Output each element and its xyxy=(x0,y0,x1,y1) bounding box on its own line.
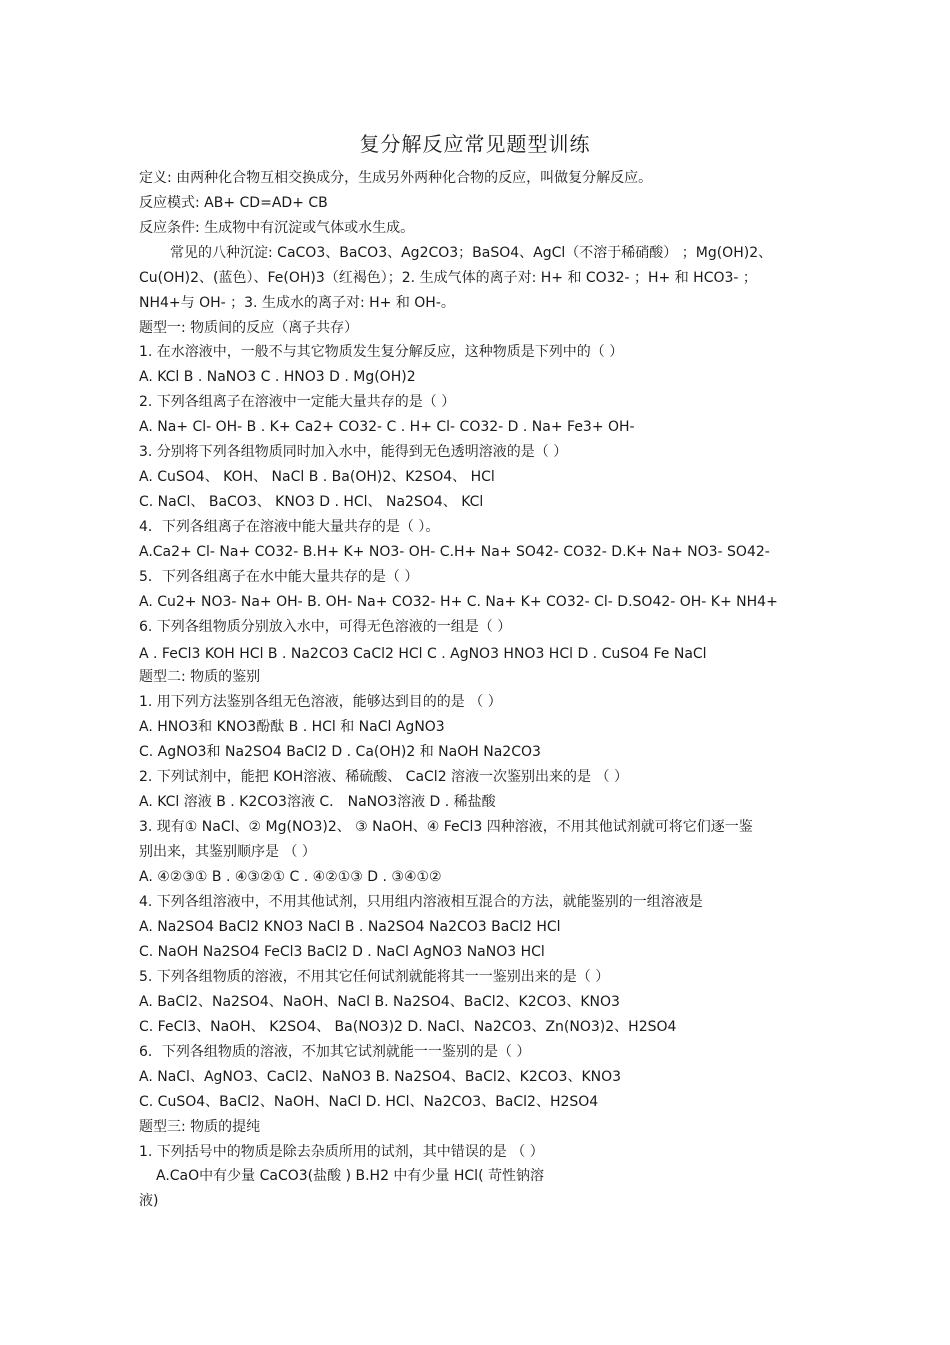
question-text: 1. 下列括号中的物质是除去杂质所用的试剂，其中错误的是 （ ） xyxy=(139,1144,544,1160)
water-ion-pairs-line: NH4+与 OH- ；3. 生成水的离子对: H+ 和 OH-。 xyxy=(139,295,455,311)
answer-options: A.CaO中有少量 CaCO3(盐酸 ) B.H2 中有少量 HCl( 苛性钠溶 xyxy=(156,1168,544,1184)
question-text: 别出来，其鉴别顺序是 （ ） xyxy=(139,844,316,860)
question-text: 4．下列各组离子在溶液中能大量共存的是（ ）。 xyxy=(139,519,440,535)
question-text: 6．下列各组物质的溶液，不加其它试剂就能一一鉴别的是（ ） xyxy=(139,1044,531,1060)
answer-options: A. ④②③① B . ④③②① C . ④②①③ D . ③④①② xyxy=(139,869,442,885)
section-heading: 题型一: 物质间的反应（离子共存） xyxy=(139,320,359,336)
answer-options: A . FeCl3 KOH HCl B . Na2CO3 CaCl2 HCl C . AgNO3 HNO3 HCl D . CuSO4 Fe NaCl xyxy=(139,646,707,662)
answer-options: A. CuSO4、 KOH、 NaCl B . Ba(OH)2、K2SO4、 HCl xyxy=(139,469,495,485)
answer-options: C. AgNO3和 Na2SO4 BaCl2 D . Ca(OH)2 和 NaOH Na2CO3 xyxy=(139,744,541,760)
question-text: 3. 分别将下列各组物质同时加入水中，能得到无色透明溶液的是（ ） xyxy=(139,444,568,460)
answer-options: A. Cu2+ NO3- Na+ OH- B. OH- Na+ CO32- H+ C. Na+ K+ CO32- Cl- D.SO42- OH- K+ NH4+ xyxy=(139,594,778,610)
question-text: 1. 用下列方法鉴别各组无色溶液，能够达到目的的是 （ ） xyxy=(139,694,502,710)
answer-options: A. NaCl、AgNO3、CaCl2、NaNO3 B. Na2SO4、BaCl2、K2CO3、KNO3 xyxy=(139,1069,622,1085)
answer-options: A. Na2SO4 BaCl2 KNO3 NaCl B . Na2SO4 Na2CO3 BaCl2 HCl xyxy=(139,919,561,935)
reaction-condition-line: 反应条件: 生成物中有沉淀或气体或水生成。 xyxy=(139,220,415,236)
gas-ion-pairs-line: Cu(OH)2、(蓝色）、Fe(OH)3（红褐色）；2. 生成气体的离子对: H+ 和 CO32- ；H+ 和 HCO3- ； xyxy=(139,270,757,286)
answer-options: C. FeCl3、NaOH、 K2SO4、 Ba(NO3)2 D. NaCl、Na2CO3、Zn(NO3)2、H2SO4 xyxy=(139,1019,677,1035)
question-text: 2. 下列各组离子在溶液中一定能大量共存的是（ ） xyxy=(139,394,456,410)
answer-options: C. NaCl、 BaCO3、 KNO3 D . HCl、 Na2SO4、 KCl xyxy=(139,494,484,510)
question-text: 6. 下列各组物质分别放入水中，可得无色溶液的一组是（ ） xyxy=(139,619,512,635)
question-text: 5．下列各组离子在水中能大量共存的是（ ） xyxy=(139,569,419,585)
answer-options: C. NaOH Na2SO4 FeCl3 BaCl2 D . NaCl AgNO3 NaNO3 HCl xyxy=(139,944,545,960)
answer-options: A.Ca2+ Cl- Na+ CO32- B.H+ K+ NO3- OH- C.H+ Na+ SO42- CO32- D.K+ Na+ NO3- SO42- xyxy=(139,544,770,560)
answer-options: A. KCl 溶液 B . K2CO3溶液 C． NaNO3溶液 D . 稀盐酸 xyxy=(139,794,496,810)
page-title: 复分解反应常见题型训练 xyxy=(359,132,591,156)
definition-line: 定义: 由两种化合物互相交换成分，生成另外两种化合物的反应，叫做复分解反应。 xyxy=(139,170,653,186)
answer-options: 液) xyxy=(139,1193,159,1209)
question-text: 1. 在水溶液中，一般不与其它物质发生复分解反应，这种物质是下列中的（ ） xyxy=(139,344,624,360)
section-heading: 题型二: 物质的鉴别 xyxy=(139,669,261,685)
question-text: 2. 下列试剂中，能把 KOH溶液、稀硫酸、 CaCl2 溶液一次鉴别出来的是 （ ） xyxy=(139,769,628,785)
answer-options: A. KCl B . NaNO3 C . HNO3 D . Mg(OH)2 xyxy=(139,369,416,385)
answer-options: A. Na+ Cl- OH- B . K+ Ca2+ CO32- C . H+ Cl- CO32- D . Na+ Fe3+ OH- xyxy=(139,419,635,435)
question-text: 5. 下列各组物质的溶液，不用其它任何试剂就能将其一一鉴别出来的是（ ） xyxy=(139,969,610,985)
reaction-pattern-line: 反应模式: AB+ CD=AD+ CB xyxy=(139,195,328,211)
answer-options: A. BaCl2、Na2SO4、NaOH、NaCl B. Na2SO4、BaCl2、K2CO3、KNO3 xyxy=(139,994,620,1010)
answer-options: C. CuSO4、BaCl2、NaOH、NaCl D. HCl、Na2CO3、BaCl2、H2SO4 xyxy=(139,1094,599,1110)
precipitates-line: 常见的八种沉淀: CaCO3、BaCO3、Ag2CO3；BaSO4、AgCl（不溶于稀硝酸） ；Mg(OH)2、 xyxy=(170,245,773,261)
question-text: 3. 现有① NaCl、② Mg(NO3)2、 ③ NaOH、④ FeCl3 四种溶液，不用其他试剂就可将它们逐一鉴 xyxy=(139,819,753,835)
section-heading: 题型三: 物质的提纯 xyxy=(139,1119,261,1135)
question-text: 4. 下列各组溶液中，不用其他试剂，只用组内溶液相互混合的方法，就能鉴别的一组溶液是 xyxy=(139,894,703,910)
answer-options: A. HNO3和 KNO3酚酞 B . HCl 和 NaCl AgNO3 xyxy=(139,719,445,735)
